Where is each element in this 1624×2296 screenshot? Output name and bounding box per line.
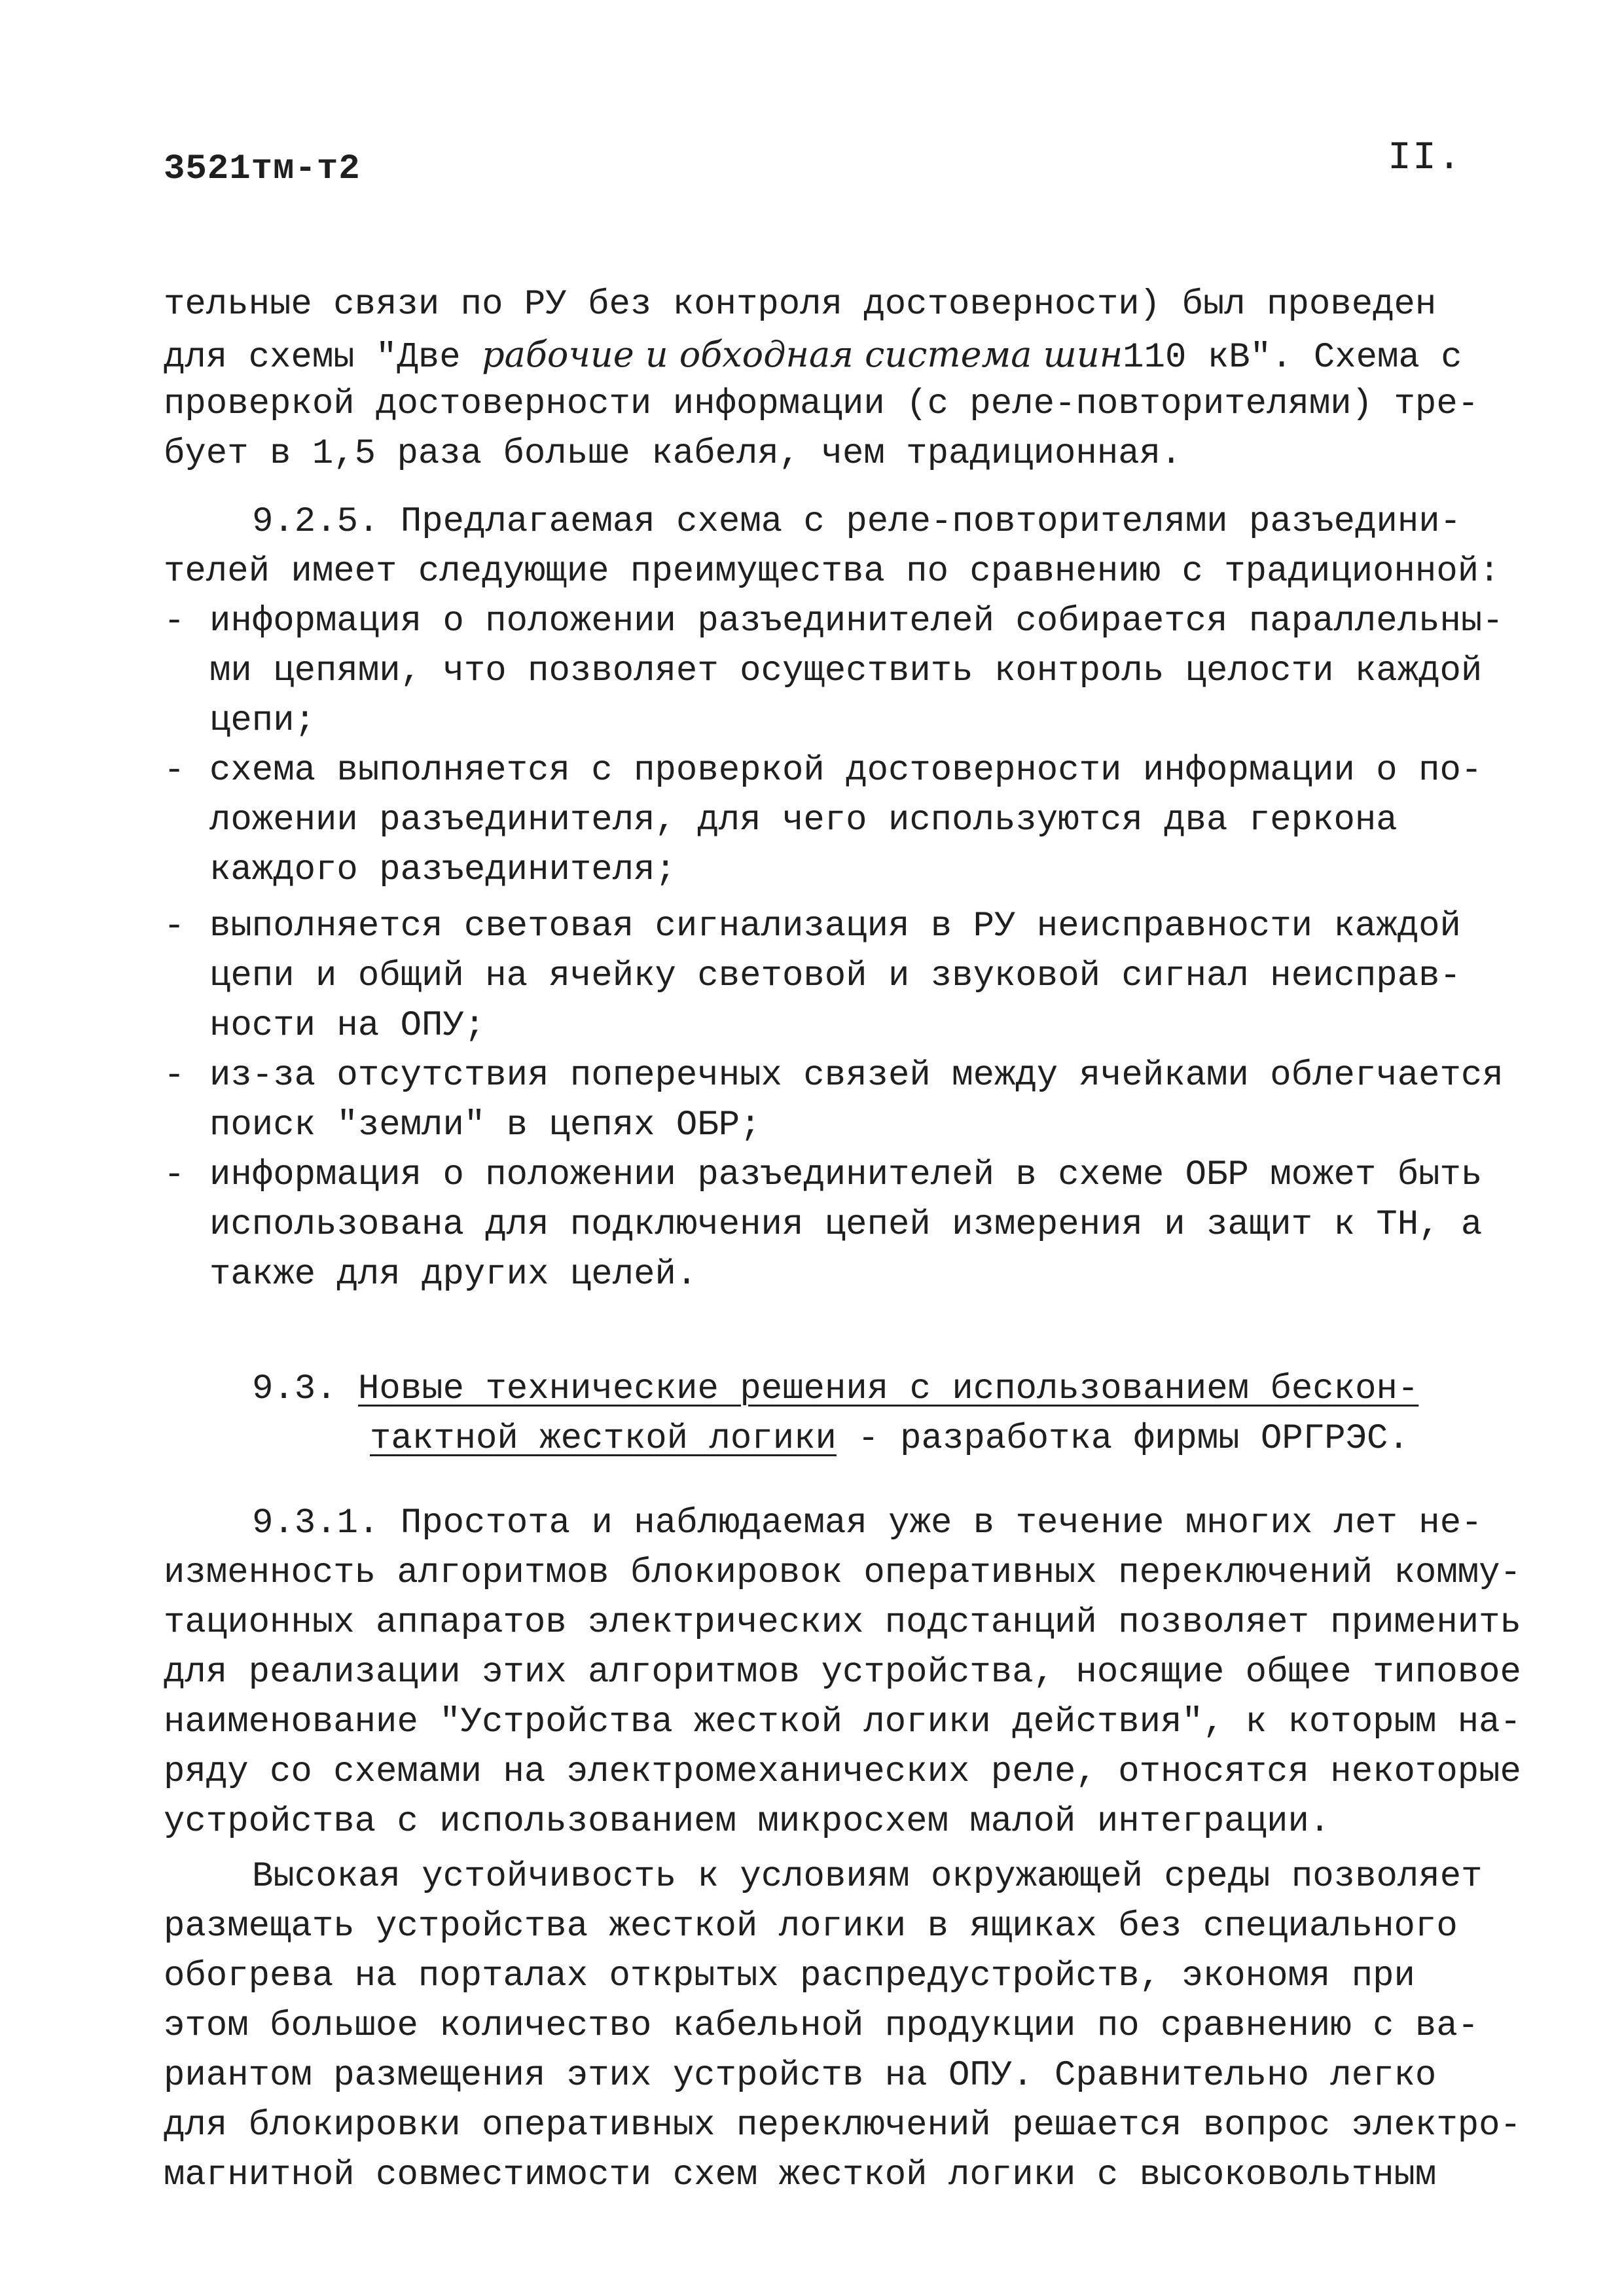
text-fragment: 110 кВ". Схема с — [1123, 338, 1462, 378]
list-item-continuation: ми цепями, что позволяет осуществить контроль целости каждой — [209, 651, 1483, 691]
heading-line — [252, 1365, 1479, 1414]
list-item: - выполняется световая сигнализация в РУ неисправности каждой — [164, 902, 1479, 952]
text-line: для блокировки оперативных переключений решается вопрос электро- — [164, 2106, 1521, 2145]
text-line: наименование "Устройства жесткой логики действия", к которым на- — [164, 1702, 1521, 1742]
document-code: 3521тм-т2 — [164, 149, 361, 189]
text-line: размещать устройства жесткой логики в ящиках без специального — [164, 1907, 1458, 1946]
list-item: - схема выполняется с проверкой достоверности информации о по- — [164, 746, 1479, 796]
text-line: обогрева на порталах открытых распредустройств, экономя при — [164, 1956, 1415, 1996]
list-item-continuation: поиск "земли" в цепях ОБР; — [209, 1105, 761, 1145]
list-item: - информация о положении разъединителей в схеме ОБР может быть — [164, 1151, 1479, 1200]
list-item-continuation: также для других целей. — [209, 1255, 698, 1295]
section-title-underlined: Новые технические решения с использованием бескон- — [358, 1369, 1419, 1409]
bullet-list — [164, 597, 1504, 1300]
text-line: тельные связи по РУ без контроля достоверности) был проведен — [164, 285, 1437, 325]
bullet-dash: - — [164, 906, 185, 946]
bullet-dash: - — [164, 1056, 185, 1096]
text-line: проверкой достоверности информации (с реле-повторителями) тре- — [164, 384, 1479, 424]
text-line: 9.3.1. Простота и наблюдаемая уже в течение многих лет не- — [252, 1503, 1483, 1543]
paragraph-931-line1 — [252, 1499, 1483, 1549]
paragraph-925-line2 — [164, 547, 1500, 597]
list-item-continuation: ложении разъединителя, для чего используются два геркона — [209, 800, 1398, 840]
section-title-underlined: тактной жесткой логики — [370, 1419, 837, 1459]
section-heading-93 — [252, 1365, 1479, 1464]
text-line: ряду со схемами на электромеханических реле, относятся некоторые — [164, 1752, 1521, 1792]
list-item: - информация о положении разъединителей собирается параллельны- — [164, 597, 1479, 647]
page-number: II. — [1388, 136, 1463, 181]
list-item-continuation: ности на ОПУ; — [209, 1006, 486, 1046]
list-item-continuation: каждого разъединителя; — [209, 850, 676, 890]
text-line: риантом размещения этих устройств на ОПУ. Сравнительно легко — [164, 2056, 1437, 2096]
list-item-continuation: цепи; — [209, 701, 316, 741]
text-line — [164, 330, 1479, 380]
section-number: 9.3. — [252, 1369, 337, 1409]
text-line: тационных аппаратов электрических подстанций позволяет применить — [164, 1603, 1521, 1643]
paragraph-931 — [164, 1549, 1521, 1847]
paragraph-last-line1 — [252, 1852, 1483, 1902]
text-line: этом большое количество кабельной продукции по сравнению с ва- — [164, 2006, 1479, 2046]
text-line: магнитной совместимости схем жесткой логики с высоковольтным — [164, 2155, 1437, 2195]
text-line: бует в 1,5 раза больше кабеля, чем традиционная. — [164, 434, 1182, 474]
bullet-dash: - — [164, 601, 185, 641]
text-line: для реализации этих алгоритмов устройства, носящие общее типовое — [164, 1653, 1521, 1693]
paragraph-continuation — [164, 280, 1479, 479]
list-item-continuation: использована для подключения цепей измерения и защит к ТН, а — [209, 1205, 1483, 1245]
bullet-dash: - — [164, 1155, 185, 1195]
handwritten-insertion: рабочие и обходная система шин — [482, 334, 1123, 375]
text-fragment: для схемы "Две — [164, 338, 482, 378]
text-line: изменность алгоритмов блокировок оперативных переключений комму- — [164, 1553, 1521, 1593]
paragraph-last — [164, 1902, 1521, 2200]
bullet-dash: - — [164, 751, 185, 791]
text-line: 9.2.5. Предлагаемая схема с реле-повторителями разъедини- — [252, 502, 1462, 542]
text-line: телей имеет следующие преимущества по сравнению с традиционной: — [164, 552, 1500, 592]
section-title-rest: - разработка фирмы ОРГРЭС. — [836, 1419, 1409, 1459]
list-item-continuation: цепи и общий на ячейку световой и звуковой сигнал неисправ- — [209, 956, 1461, 996]
text-line: устройства с использованием микросхем малой интеграции. — [164, 1802, 1331, 1842]
list-item: - из-за отсутствия поперечных связей между ячейками облегчается — [164, 1051, 1479, 1101]
paragraph-925-line1 — [252, 497, 1479, 547]
text-line: Высокая устойчивость к условиям окружающей среды позволяет — [252, 1857, 1483, 1897]
heading-line — [252, 1414, 1479, 1464]
